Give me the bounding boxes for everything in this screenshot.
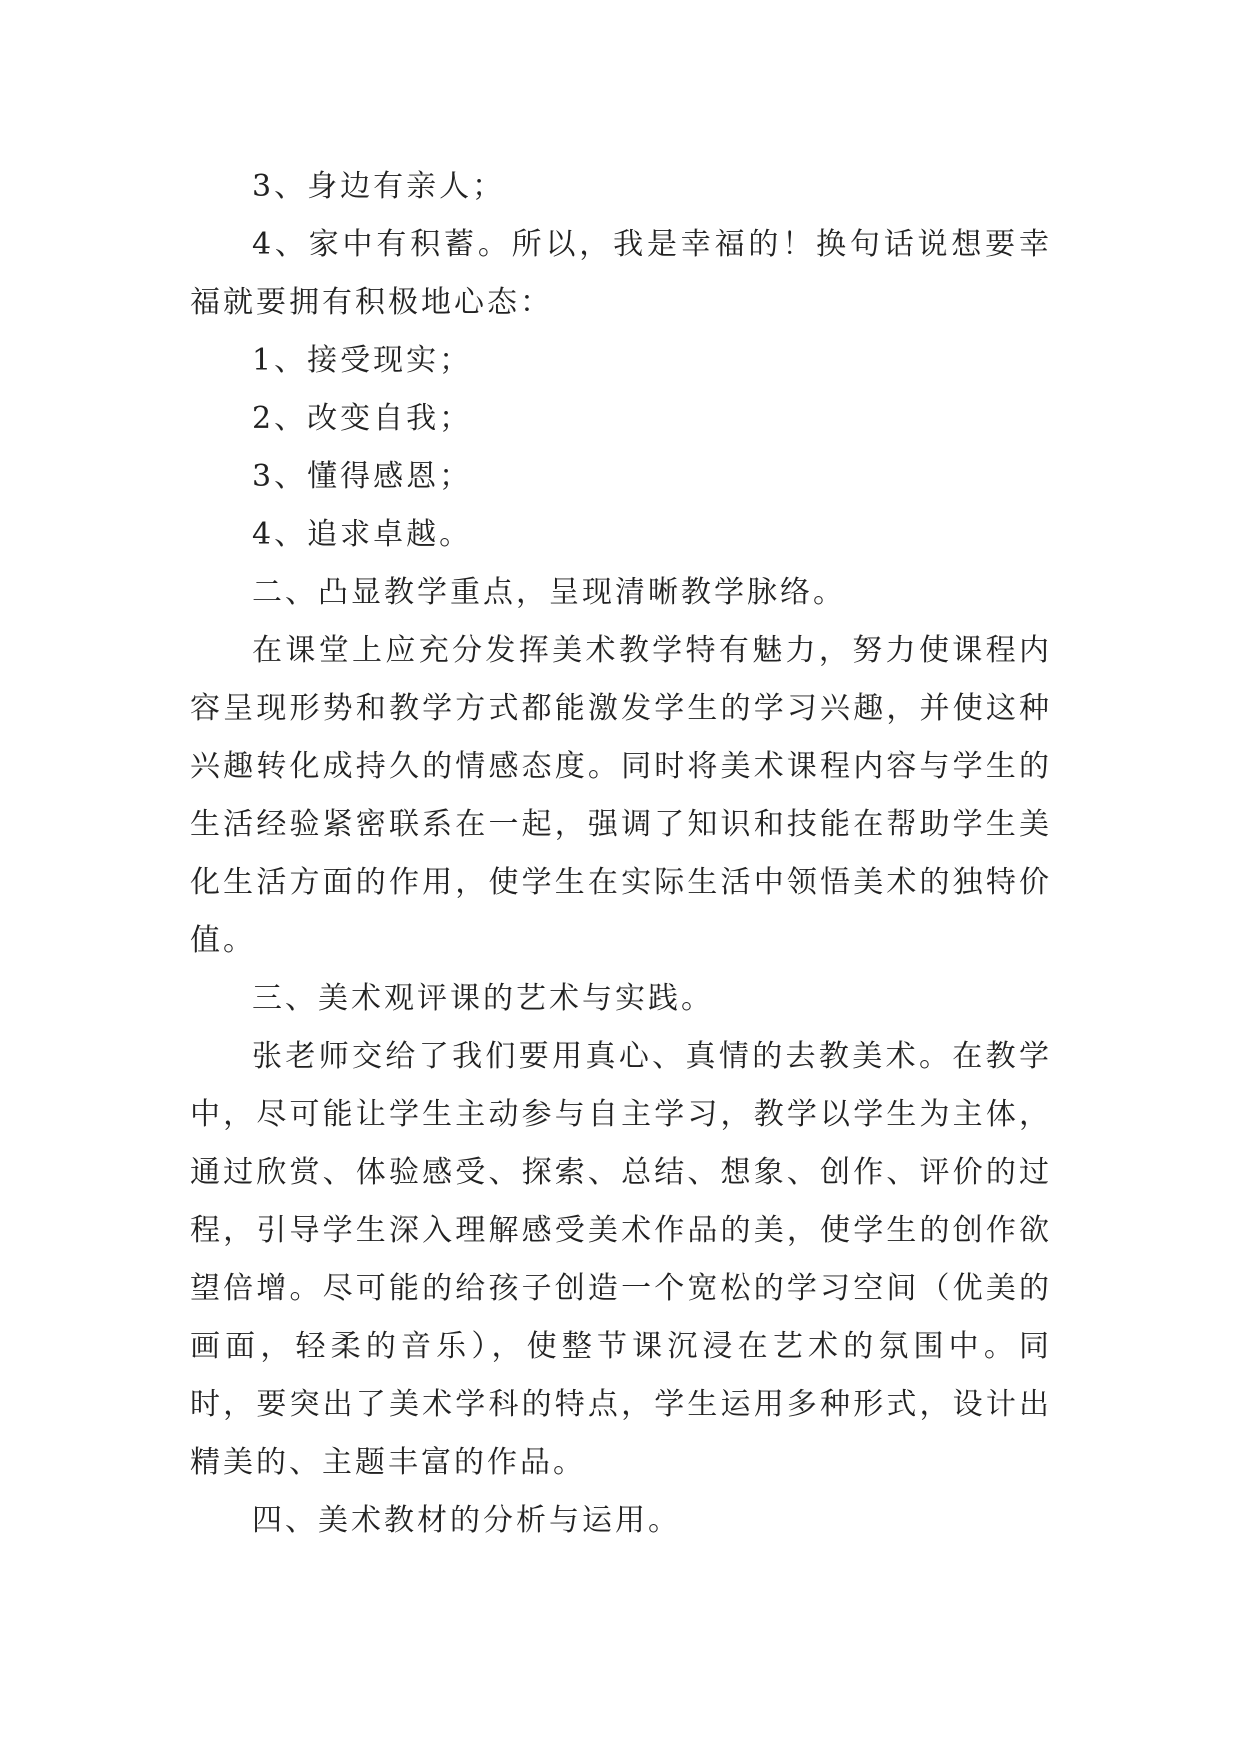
list-item: 4、追求卓越。 [252, 517, 473, 552]
list-item: 4、家中有积蓄。所以，我是幸福的！换句话说想要幸福就要拥有积极地心态： [190, 227, 1052, 320]
list-item: 1、接受现实； [252, 343, 473, 378]
list-item: 3、懂得感恩； [252, 459, 473, 494]
list-item: 3、身边有亲人； [252, 169, 506, 204]
section-heading: 二、凸显教学重点，呈现清晰教学脉络。 [252, 575, 846, 610]
body-paragraph: 在课堂上应充分发挥美术教学特有魅力，努力使课程内容呈现形势和教学方式都能激发学生的学习兴趣，并使这种兴趣转化成持久的情感态度。同时将美术课程内容与学生的生活经验紧密联系在一起，强调了知识和技能在帮助学生美化生活方面的作用，使学生在实际生活中领悟美术的独特价值。 [190, 633, 1052, 958]
body-paragraph: 张老师交给了我们要用真心、真情的去教美术。在教学中，尽可能让学生主动参与自主学习，教学以学生为主体，通过欣赏、体验感受、探索、总结、想象、创作、评价的过程，引导学生深入理解感受美术作品的美，使学生的创作欲望倍增。尽可能的给孩子创造一个宽松的学习空间（优美的画面，轻柔的音乐），使整节课沉浸在艺术的氛围中。同时，要突出了美术学科的特点，学生运用多种形式，设计出精美的、主题丰富的作品。 [190, 1039, 1052, 1480]
document-body [190, 158, 1052, 1550]
list-item: 2、改变自我； [252, 401, 473, 436]
section-heading: 四、美术教材的分析与运用。 [252, 1503, 681, 1538]
section-heading: 三、美术观评课的艺术与实践。 [252, 981, 714, 1016]
